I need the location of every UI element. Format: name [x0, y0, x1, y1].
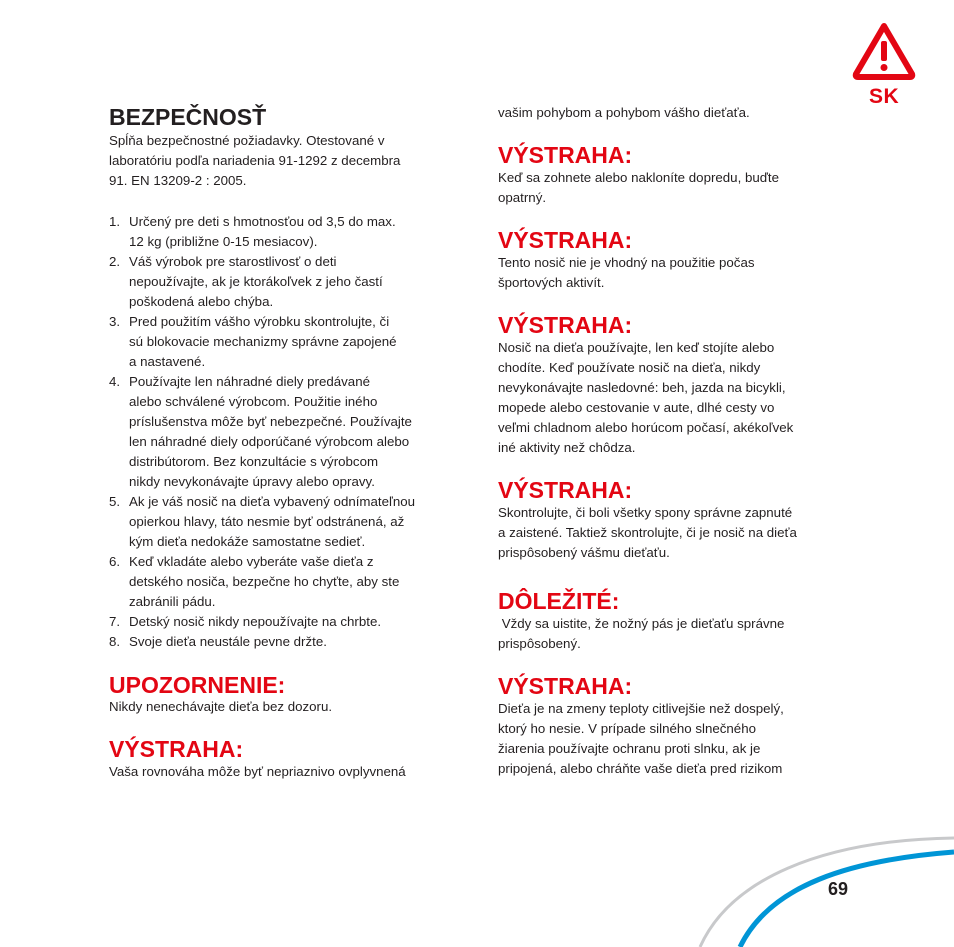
section-text: [498, 503, 797, 563]
section-heading: VÝSTRAHA:: [498, 312, 633, 338]
item-line: Svoje dieťa neustále pevne držte.: [129, 634, 327, 649]
item-line: alebo schválené výrobcom. Použitie iného: [129, 394, 378, 409]
section-line: Nosič na dieťa používajte, len keď stojíte alebo: [498, 340, 775, 355]
item-number: 5.: [109, 494, 121, 509]
section-line: mopede alebo cestovanie v aute, dlhé cesty vo: [498, 400, 775, 415]
list-item: [109, 612, 479, 632]
item-line: sú blokovacie mechanizmy správne zapojené: [129, 334, 397, 349]
section-line: chodíte. Keď používate nosič na dieťa, nikdy: [498, 360, 761, 375]
section-line: ktorý ho nesie. V prípade silného slnečného: [498, 721, 756, 736]
section-heading: VÝSTRAHA:: [498, 673, 633, 699]
section-text: [498, 253, 755, 293]
item-line: nikdy nevykonávajte úpravy alebo opravy.: [129, 474, 375, 489]
item-line: nepoužívajte, ak je ktorákoľvek z jeho častí: [129, 274, 383, 289]
item-line: opierkou hlavy, táto nesmie byť odstránená, až: [129, 514, 405, 529]
item-line: 12 kg (približne 0-15 mesiacov).: [129, 234, 318, 249]
item-line: distribútorom. Bez konzultácie s výrobcom: [129, 454, 379, 469]
warning-triangle-icon: [852, 22, 916, 80]
item-line: Ak je váš nosič na dieťa vybavený odnímateľnou: [129, 494, 416, 509]
list-item: [109, 632, 479, 652]
page-number: 69: [828, 879, 849, 899]
section-heading: VÝSTRAHA:: [498, 142, 633, 168]
item-line: a nastavené.: [129, 354, 206, 369]
section-line: a zaistené. Taktiež skontrolujte, či je nosič na dieťa: [498, 525, 797, 540]
vystraha-heading: VÝSTRAHA:: [109, 736, 244, 762]
item-number: 2.: [109, 254, 121, 269]
upozornenie-heading: UPOZORNENIE:: [109, 672, 286, 698]
list-item: [109, 492, 479, 552]
item-number: 1.: [109, 214, 121, 229]
intro-line: laboratóriu podľa nariadenia 91-1292 z decembra: [109, 153, 401, 168]
intro-line: 91. EN 13209-2 : 2005.: [109, 173, 247, 188]
item-line: kým dieťa nedokáže samostatne sedieť.: [129, 534, 366, 549]
item-number: 3.: [109, 314, 121, 329]
section-line: športových aktivít.: [498, 275, 605, 290]
section-line: prispôsobený vášmu dieťaťu.: [498, 545, 670, 560]
section-line: prispôsobený.: [498, 636, 581, 651]
continuation-text: vašim pohybom a pohybom vášho dieťaťa.: [498, 105, 750, 120]
item-number: 8.: [109, 634, 121, 649]
section-heading: VÝSTRAHA:: [498, 477, 633, 503]
section-line: Vždy sa uistite, že nožný pás je dieťaťu správne: [498, 616, 785, 631]
item-number: 4.: [109, 374, 121, 389]
item-number: 7.: [109, 614, 121, 629]
section-heading: DÔLEŽITÉ:: [498, 588, 620, 614]
section-text: [498, 699, 784, 779]
section-line: opatrný.: [498, 190, 547, 205]
section-heading: VÝSTRAHA:: [498, 227, 633, 253]
item-line: Určený pre deti s hmotnosťou od 3,5 do max.: [129, 214, 396, 229]
section-line: Tento nosič nie je vhodný na použitie počas: [498, 255, 755, 270]
list-item: [109, 252, 479, 312]
section-text: [498, 338, 793, 458]
item-line: len náhradné diely odporúčané výrobcom alebo: [129, 434, 410, 449]
item-line: zabránili pádu.: [129, 594, 216, 609]
list-item: [109, 312, 479, 372]
item-line: Detský nosič nikdy nepoužívajte na chrbte.: [129, 614, 382, 629]
item-line: Váš výrobok pre starostlivosť o deti: [129, 254, 337, 269]
item-line: detského nosiča, bezpečne ho chyťte, aby ste: [129, 574, 400, 589]
section-line: nevykonávajte nasledovné: beh, jazda na bicykli,: [498, 380, 786, 395]
section-line: iné aktivity než chôdza.: [498, 440, 636, 455]
section-line: Skontrolujte, či boli všetky spony správne zapnuté: [498, 505, 793, 520]
intro-line: Spĺňa bezpečnostné požiadavky. Otestované v: [109, 133, 385, 148]
section-line: veľmi chladnom alebo horúcom počasí, akékoľvek: [498, 420, 794, 435]
language-badge: SK: [869, 85, 900, 108]
section-line: žiarenia používajte ochranu proti slnku, ak je: [498, 741, 761, 756]
section-text: [498, 614, 784, 654]
upozornenie-text: Nikdy nenechávajte dieťa bez dozoru.: [109, 699, 333, 714]
list-item: [109, 212, 479, 252]
list-item: [109, 372, 479, 492]
section-line: Dieťa je na zmeny teploty citlivejšie než dospelý,: [498, 701, 784, 716]
item-line: Keď vkladáte alebo vyberáte vaše dieťa z: [129, 554, 374, 569]
page-title: BEZPEČNOSŤ: [109, 104, 267, 130]
item-line: poškodená alebo chýba.: [129, 294, 274, 309]
section-text: [498, 168, 779, 208]
item-line: Pred použitím vášho výrobku skontrolujte, či: [129, 314, 390, 329]
item-line: Používajte len náhradné diely predávané: [129, 374, 370, 389]
vystraha-text: Vaša rovnováha môže byť nepriaznivo ovplyvnená: [109, 764, 406, 779]
section-line: pripojená, alebo chráňte vaše dieťa pred rizikom: [498, 761, 783, 776]
section-line: Keď sa zohnete alebo nakloníte dopredu, buďte: [498, 170, 780, 185]
item-number: 6.: [109, 554, 121, 569]
safety-rules-list: [109, 212, 479, 652]
intro-paragraph: [109, 131, 479, 191]
list-item: [109, 552, 479, 612]
item-line: príslušenstva môže byť nebezpečné. Používajte: [129, 414, 412, 429]
